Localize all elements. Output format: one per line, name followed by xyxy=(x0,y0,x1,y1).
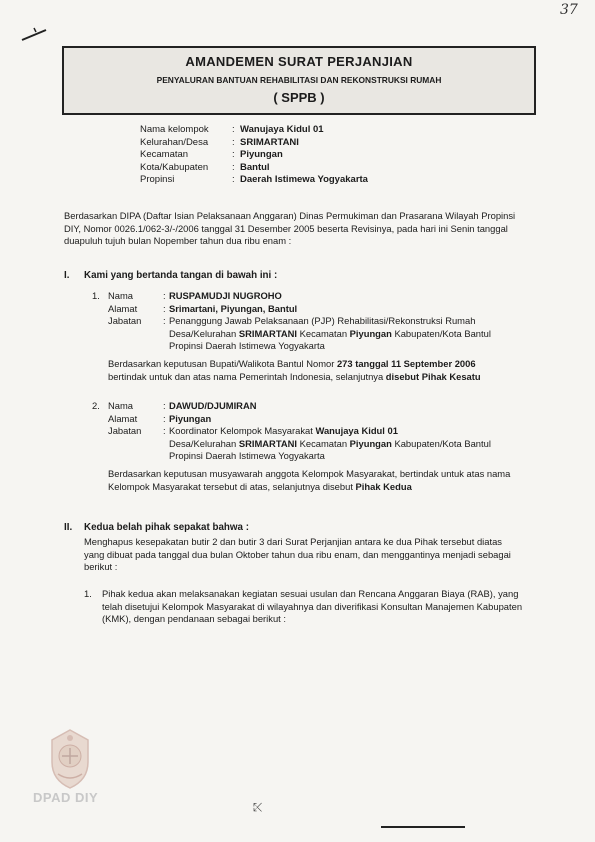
intro-line: duapuluh tujuh bulan Nopember tahun dua ribu enam : xyxy=(64,235,292,246)
party-two-block: 2. Nama : DAWUD/DJUMIRAN Alamat : Piyungan Jabatan : Koordinator Kelompok Masyarakat Wanujaya Kidul 01 Desa/Kelurahan SRIMARTANI Kecamatan Piyungan Kabupaten/Kota Bantul Propinsi Daerah Istimewa Yogyakarta xyxy=(92,400,499,463)
info-row xyxy=(140,162,368,175)
party-name: DAWUD/DJUMIRAN xyxy=(169,400,257,411)
pen-stroke-mark xyxy=(20,24,50,44)
info-separator: : xyxy=(232,174,235,185)
party-position-continued: Desa/Kelurahan SRIMARTANI Kecamatan Piyungan Kabupaten/Kota Bantul xyxy=(169,437,491,449)
info-separator: : xyxy=(232,161,235,173)
info-separator: : xyxy=(232,136,235,148)
party-label: Nama xyxy=(108,400,134,411)
info-separator: : xyxy=(232,124,235,135)
info-value: Piyungan xyxy=(240,149,283,160)
intro-paragraph xyxy=(64,210,544,248)
info-row xyxy=(140,149,368,162)
party-address: Piyungan xyxy=(169,412,212,424)
info-value: Daerah Istimewa Yogyakarta xyxy=(240,174,368,185)
party-position-continued: Desa/Kelurahan SRIMARTANI Kecamatan Piyungan Kabupaten/Kota Bantul xyxy=(169,327,491,339)
section-title: Kedua belah pihak sepakat bahwa : xyxy=(84,522,249,533)
info-value: Wanujaya Kidul 01 xyxy=(240,124,324,135)
info-label: Nama kelompok xyxy=(140,124,209,135)
party-position: Koordinator Kelompok Masyarakat Wanujaya Kidul 01 xyxy=(169,425,398,436)
party-label: Alamat xyxy=(108,412,138,424)
party-position: Penanggung Jawab Pelaksanaan (PJP) Rehabilitasi/Rekonstruksi Rumah xyxy=(169,315,476,326)
info-value: SRIMARTANI xyxy=(240,136,299,148)
party-name: RUSPAMUDJI NUGROHO xyxy=(169,290,282,301)
section-title: Kami yang bertanda tangan di bawah ini : xyxy=(84,270,278,281)
party-address: Srimartani, Piyungan, Bantul xyxy=(169,302,298,314)
party-position-continued: Propinsi Daerah Istimewa Yogyakarta xyxy=(169,340,325,351)
party-label: Jabatan xyxy=(108,315,142,326)
title-box xyxy=(62,46,536,115)
info-value: Bantul xyxy=(240,161,270,173)
group-info-table xyxy=(140,124,368,187)
party-label: Alamat xyxy=(108,302,138,314)
info-row xyxy=(140,174,368,187)
info-separator: : xyxy=(232,149,235,160)
document-subtitle: PENYALURAN BANTUAN REHABILITASI DAN REKONSTRUKSI RUMAH xyxy=(156,75,442,85)
item-one-paragraph: Pihak kedua akan melaksanakan kegiatan sesuai usulan dan Rencana Anggaran Biaya (RAB), yang telah disetujui Kelompok Masyarakat di wilayahnya dan diverifikasi Konsultan Manajemen Kabupaten (KMK), dengan pendanaan sebagai berikut : xyxy=(102,588,523,624)
party-label: Jabatan xyxy=(108,425,142,436)
party-two-basis: Berdasarkan keputusan musyawarah anggota Kelompok Masyarakat, bertindak untuk atas nama Kelompok Masyarakat tersebut di atas, selanjutnya disebut Pihak Kedua xyxy=(108,468,511,492)
info-label: Kecamatan xyxy=(140,149,189,160)
bottom-divider xyxy=(381,826,465,828)
info-row xyxy=(140,137,368,150)
party-position-continued: Propinsi Daerah Istimewa Yogyakarta xyxy=(169,450,325,461)
intro-line: DIY, Nomor 0026.1/062-3/-/2006 tanggal 31 Desember 2005 beserta Revisinya, pada hari ini Senin tanggal xyxy=(64,222,508,234)
intro-line: Berdasarkan DIPA (Daftar Isian Pelaksanaan Anggaran) Dinas Permukiman dan Prasarana Wilayah Propinsi xyxy=(64,210,516,221)
info-label: Kota/Kabupaten xyxy=(140,161,209,173)
document-title: AMANDEMEN SURAT PERJANJIAN xyxy=(185,54,413,69)
document-abbreviation: ( SPPB ) xyxy=(273,90,325,105)
info-label: Propinsi xyxy=(140,174,175,185)
party-label: Nama xyxy=(108,290,134,301)
section-number: I. xyxy=(64,270,70,281)
party-number: 2. xyxy=(92,400,100,411)
section-two-paragraph: Menghapus kesepakatan butir 2 dan butir 3 dari Surat Perjanjian antara ke dua Pihak tersebut diatas yang dibuat pada tanggal dua bulan Oktober tahun dua ribu enam, dan menggantinya menjadi sebagai berikut : xyxy=(84,536,511,572)
page-number: 37 xyxy=(560,2,578,18)
party-one-basis: Berdasarkan keputusan Bupati/Walikota Bantul Nomor 273 tanggal 11 September 2006 bertindak untuk dan atas nama Pemerintah Indonesia, selanjutnya disebut Pihak Kesatu xyxy=(108,358,481,382)
info-row xyxy=(140,124,368,137)
info-label: Kelurahan/Desa xyxy=(140,136,209,148)
pen-mark: ⤪ xyxy=(253,800,263,814)
archive-watermark: DPAD DIY xyxy=(33,790,99,805)
item-number: 1. xyxy=(84,588,92,599)
party-one-block: 1. Nama : RUSPAMUDJI NUGROHO Alamat : Srimartani, Piyungan, Bantul Jabatan : Penanggung Jawab Pelaksanaan (PJP) Rehabilitasi/Rekonstruksi Rumah Desa/Kelurahan SRIMARTANI Kecamatan Piyungan Kabupaten/Kota Bantul Propinsi Daerah Istimewa Yogyakarta xyxy=(92,290,499,353)
party-number: 1. xyxy=(92,290,100,301)
seal-logo-icon xyxy=(44,728,96,790)
section-number: II. xyxy=(64,522,73,533)
